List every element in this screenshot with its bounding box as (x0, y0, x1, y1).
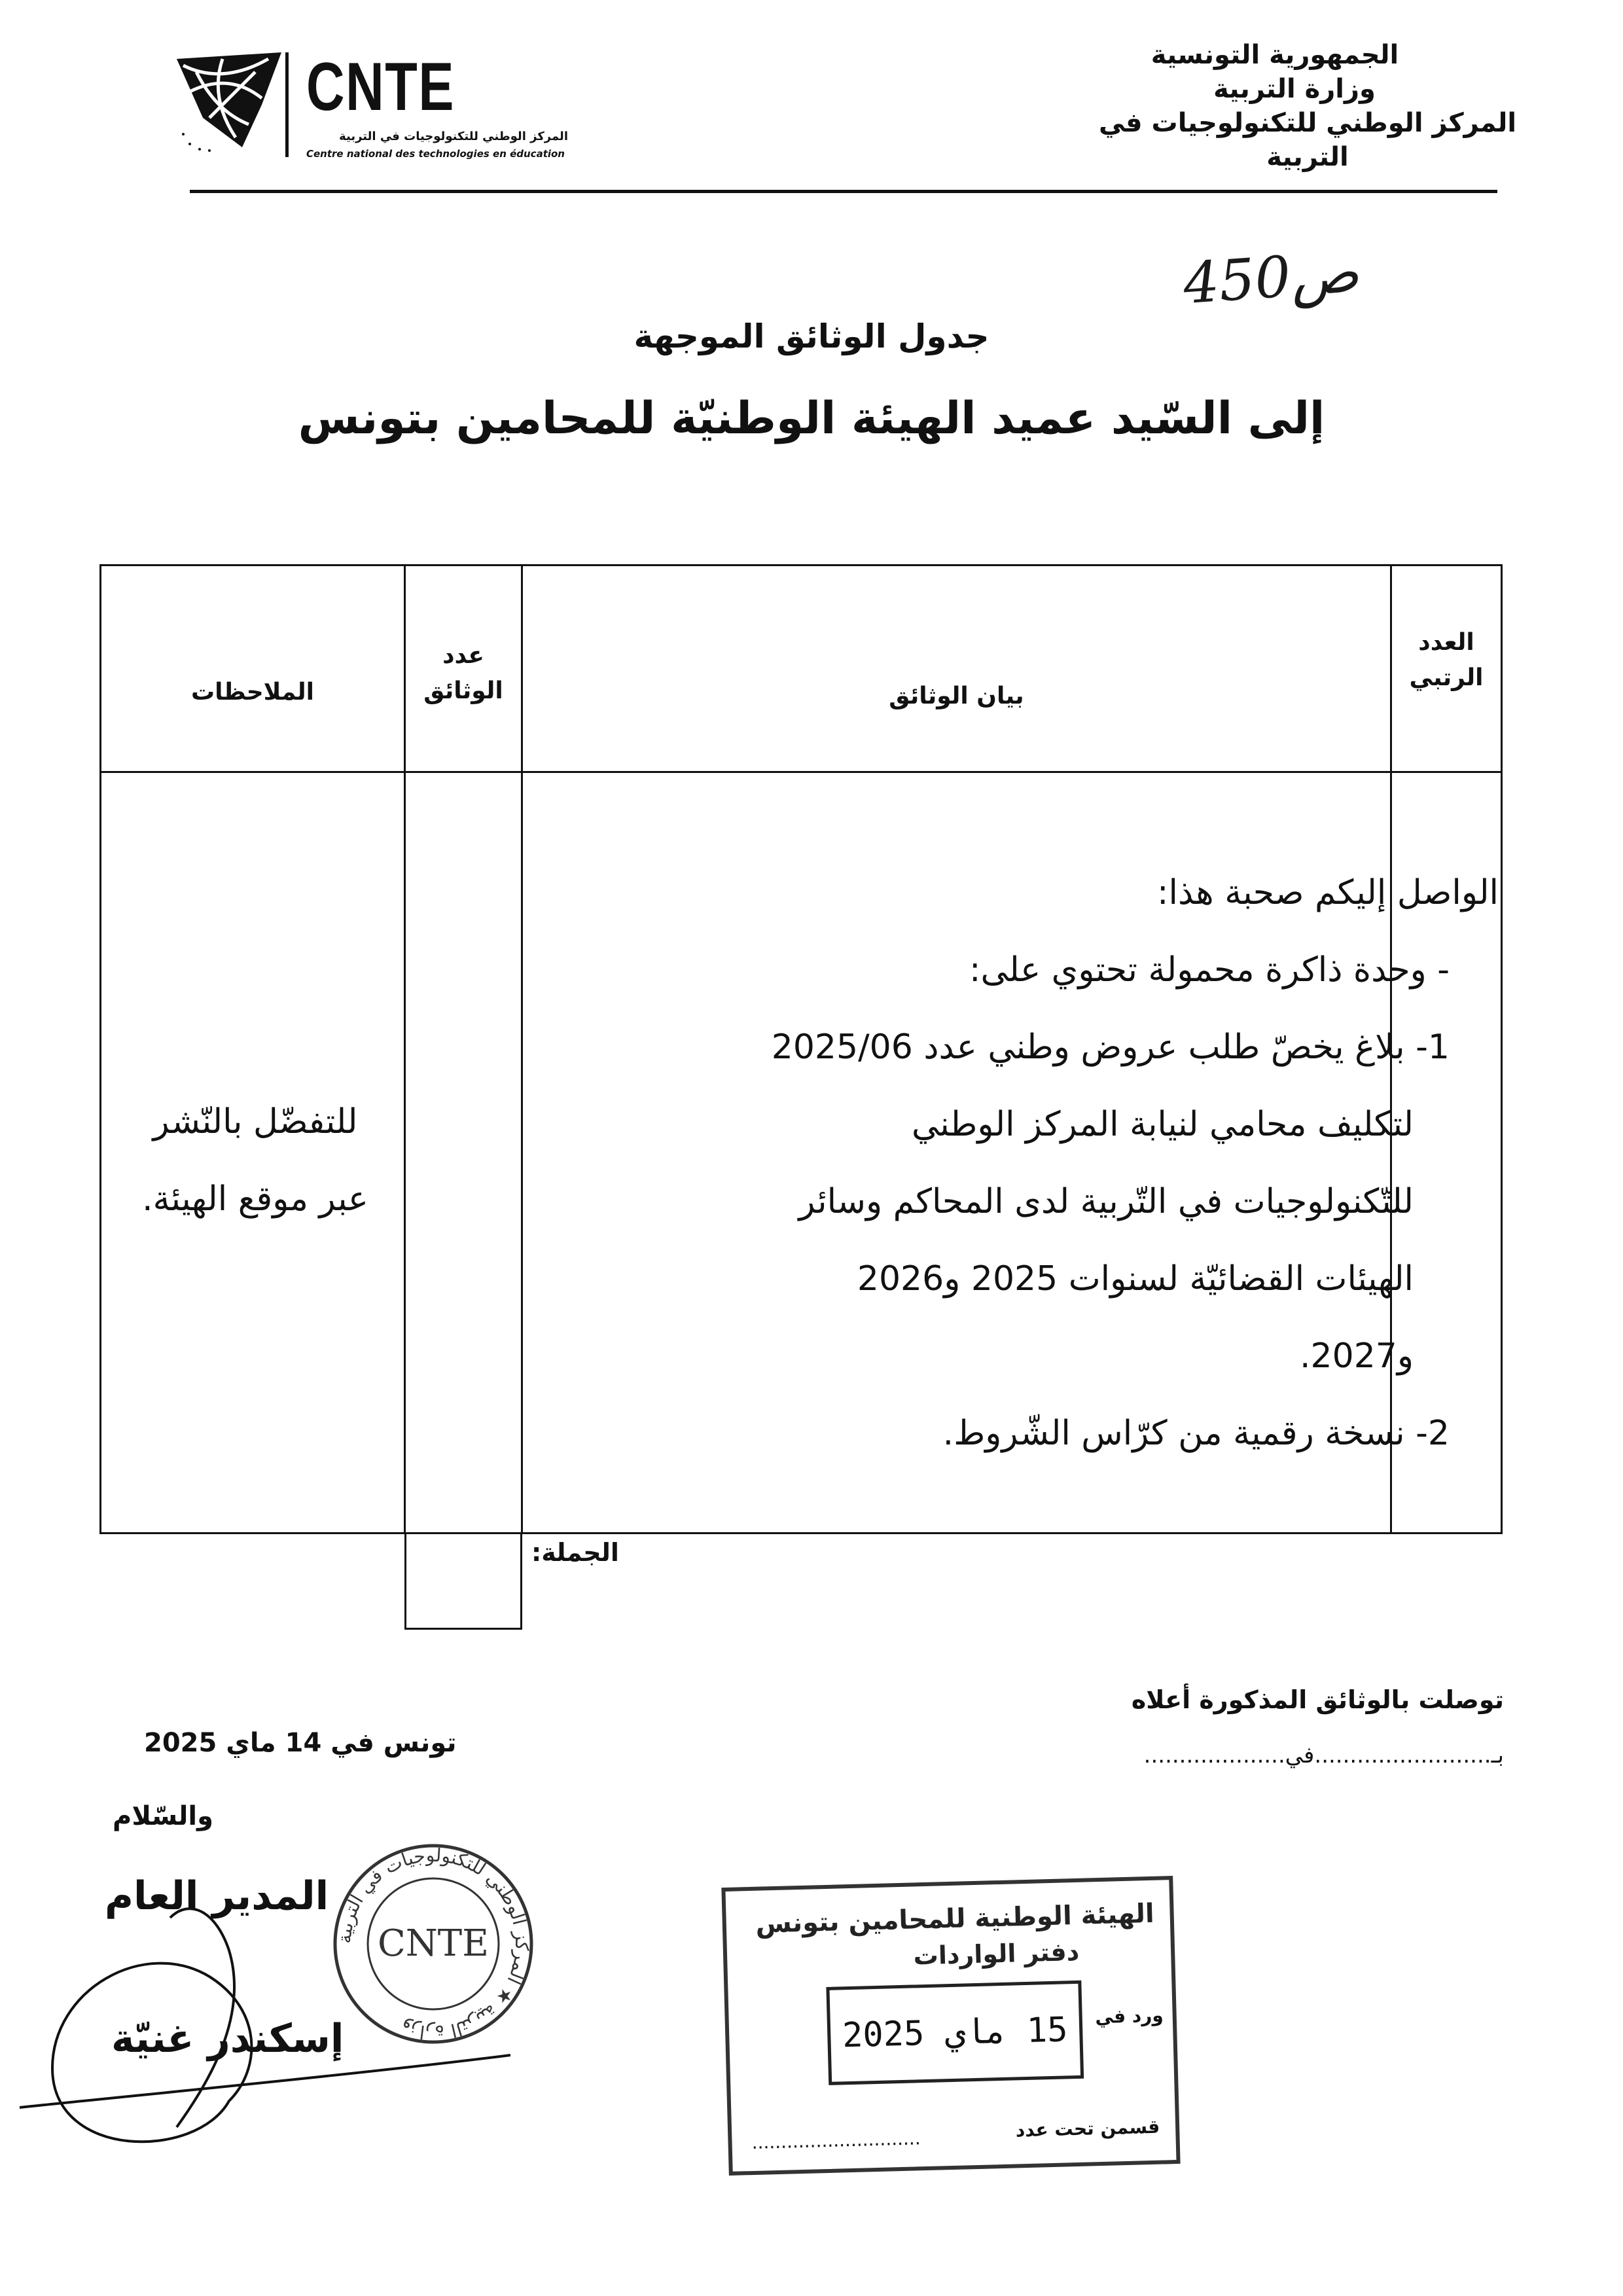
date-line: تونس في 14 ماي 2025 (144, 1728, 457, 1758)
description-line: لتكليف محامي لنيابة المركز الوطني (911, 1105, 1414, 1144)
stamp-date: 15 ماي 2025 (826, 1981, 1084, 2085)
seal-ring-text: وزارة التربية ★ المركز الوطني للتكنولوجيات في التربية (333, 1844, 533, 2044)
logo-acronym: CNTE (306, 49, 455, 125)
receipt-line: توصلت بالوثائق المذكورة أعلاه (1131, 1685, 1504, 1714)
stamp-received-label: ورد في (1094, 2004, 1164, 2028)
center-name: المركز الوطني للتكنولوجيات في التربية (1098, 108, 1517, 172)
stamp-org: الهيئة الوطنية للمحامين بتونس (755, 1898, 1155, 1939)
logo-name-ar: المركز الوطني للتكنولوجيات في التربية (339, 130, 568, 143)
ministry-header (1085, 38, 1517, 174)
description-line: الواصل إليكم صحبة هذا: (1156, 873, 1499, 912)
col-divider (404, 566, 406, 1532)
description-line: 2- نسخة رقمية من كرّاس الشّروط. (942, 1414, 1450, 1453)
document-title: جدول الوثائق الموجهة (633, 317, 990, 355)
stamp-number-label: قسمن تحت عدد (1015, 2115, 1160, 2142)
notes-cell (111, 1083, 399, 1238)
description-line: - وحدة ذاكرة محمولة تحتوي على: (969, 950, 1450, 990)
header-rule (190, 190, 1497, 193)
cnte-logo-icon (164, 46, 294, 157)
header-notes: الملاحظات (190, 679, 315, 706)
logo-name-fr: Centre national des technologies en éducation (306, 148, 565, 160)
description-cell (687, 854, 1499, 1472)
description-line: 1- بلاغ يخصّ طلب عروض وطني عدد 2025/06 (771, 1028, 1450, 1067)
receipt-dots-line: بـ.........................في.................... (1143, 1742, 1504, 1768)
notes-line: عبر موقع الهيئة. (142, 1179, 368, 1219)
header-divider (101, 771, 1501, 773)
header-serial: العدد الرتبي (1409, 629, 1484, 691)
description-line: الهيئات القضائيّة لسنوات 2025 و2026 (857, 1259, 1414, 1299)
seal-center-text: CNTE (377, 1922, 490, 1965)
handwritten-reference: 450ص (1181, 239, 1361, 317)
addressee-title: إلى السّيد عميد الهيئة الوطنيّة للمحامين بتونس (298, 393, 1325, 444)
description-line: و2027. (1300, 1336, 1414, 1376)
total-box (404, 1534, 522, 1630)
stamp-dots: ............................. (751, 2127, 921, 2154)
director-name: إسكندر غنيّة (111, 2016, 344, 2062)
ministry-name: وزارة التربية (1213, 74, 1376, 104)
official-seal-icon (315, 1826, 551, 2062)
director-title: المدير العام (105, 1873, 329, 1919)
salutation: والسّلام (113, 1801, 213, 1831)
logo-divider (285, 52, 289, 157)
republic-name: الجمهورية التونسية (1150, 40, 1399, 70)
received-stamp (721, 1876, 1180, 2176)
header-description: بيان الوثائق (889, 683, 1024, 709)
description-line: للتّكنولوجيات في التّربية لدى المحاكم وسائر (798, 1182, 1414, 1221)
stamp-register: دفتر الواردات (913, 1937, 1080, 1971)
notes-line: للتفضّل بالنّشر (152, 1102, 358, 1141)
header-count: عدد الوثائق (423, 642, 503, 704)
total-label: الجملة: (531, 1538, 619, 1567)
